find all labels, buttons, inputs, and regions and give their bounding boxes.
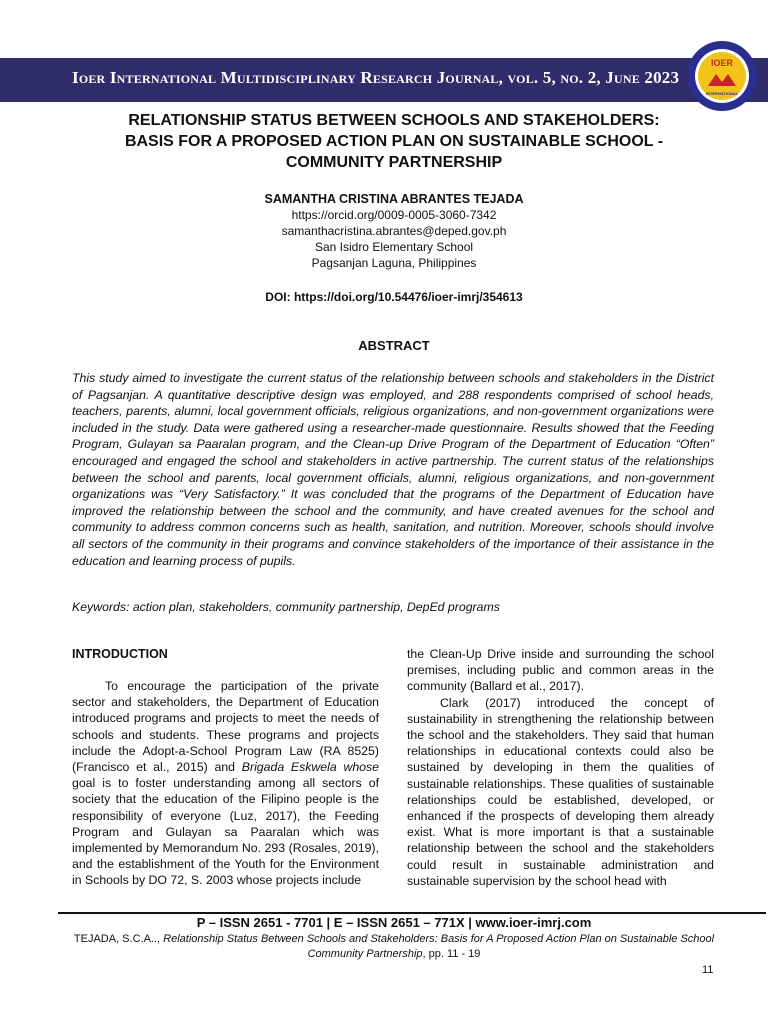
journal-header-bar [0, 58, 768, 102]
author-email[interactable]: samanthacristina.abrantes@deped.gov.ph [281, 224, 507, 238]
page-number: 11 [702, 964, 714, 976]
footer-divider [58, 912, 766, 914]
title-line-2: BASIS FOR A PROPOSED ACTION PLAN ON SUSTAINABLE SCHOOL - [124, 133, 664, 150]
citation-line [60, 932, 728, 962]
citation-pages: , pp. 11 - 19 [422, 948, 481, 960]
author-orcid[interactable]: https://orcid.org/0009-0005-3060-7342 [291, 208, 497, 222]
author-name: SAMANTHA CRISTINA ABRANTES TEJADA [264, 192, 524, 206]
journal-logo-icon [686, 40, 758, 112]
author-block [0, 191, 768, 271]
intro-paragraph-2: the Clean-Up Drive inside and surrounding the school premises, including public and common areas in the community (Ballard et al., 2017). [407, 647, 714, 694]
intro-p1-part-b: goal is to foster understanding among all sectors of society that the education of the Filipino people is the responsibility of everyone (Luz, 2017), the Feeding Program and Gulayan sa Paaralan which was implemented by Memorandum No. 293 (Rosales, 2019), and the establishment of the Youth for the Environment in Schools by DO 72, S. 2003 whose projects include [72, 776, 379, 888]
logo-text-bottom: INTERNATIONAL [705, 91, 739, 96]
title-line-3: COMMUNITY PARTNERSHIP [285, 154, 503, 171]
journal-title: Ioer International Multidisciplinary Research Journal, vol. 5, no. 2, June 2023 [72, 68, 680, 87]
introduction-heading: INTRODUCTION [72, 647, 168, 661]
author-location: Pagsanjan Laguna, Philippines [311, 256, 477, 270]
paper-title [60, 110, 728, 173]
left-column [72, 646, 379, 889]
logo-text-top: IOER [710, 58, 734, 68]
author-school: San Isidro Elementary School [314, 240, 474, 254]
right-column [407, 646, 714, 889]
doi-link[interactable]: DOI: https://doi.org/10.54476/ioer-imrj/354613 [265, 290, 523, 304]
keywords: Keywords: action plan, stakeholders, community partnership, DepEd programs [72, 600, 500, 614]
title-line-1: RELATIONSHIP STATUS BETWEEN SCHOOLS AND STAKEHOLDERS: [128, 112, 660, 129]
abstract-heading: ABSTRACT [358, 338, 430, 353]
citation-author: TEJADA, S.C.A.., [73, 933, 164, 945]
abstract-text: This study aimed to investigate the current status of the relationship between schools and stakeholders in the District of Pagsanjan. A quantitative descriptive design was employed, and 288 respondents comprised of school heads, teachers, parents, alumni, local government officials, religious organizations, and non-government organizations were included in the study. Data were gathered using a researcher-made questionnaire. Results showed that the Feeding Program, Gulayan sa Paaralan program, and the Clean-up Drive Program of the Department of Education “Often” encouraged and engaged the school and stakeholders in active partnership. The current status of the relationships between the school and parents, local government officials, alumni, religious organizations, and non-government organizations was “Very Satisfactory.” It was concluded that the programs of the Department of Education have improved the relationship between the school and the community, and have created avenues for the school and community to address common concerns such as health, sanitation, and nutrition. Moreover, schools should involve all sectors of the community in their programs and convince stakeholders of the importance of their assistance in the education and learning process of pupils. [72, 371, 714, 568]
intro-paragraph-1 [72, 678, 379, 889]
intro-p1-italic: Brigada Eskwela whose [241, 760, 379, 775]
intro-p1-part-a: To encourage the participation of the private sector and stakeholders, the Department of Education introduced programs and projects to meet the needs of schools and students. These programs and projects include the Adopt-a-School Program Law (RA 8525) (Francisco et al., 2015) and [72, 679, 379, 775]
citation-title: Relationship Status Between Schools and Stakeholders: Basis for A Proposed Action Plan on Sustainable School Community Partnership [163, 933, 715, 960]
intro-paragraph-3: Clark (2017) introduced the concept of sustainability in strengthening the relationship between the school and the stakeholders. They said that human relationships in educational contexts could also be sustained by developing in them the qualities of sustainable relationships. These qualities of sustainable relationships could be established, developed, or enhanced if the prospects of developing them already exist. What is more important is that a sustainable relationship between the school and the stakeholders could result in sustainable administration and sustainable supervision by the school head with [407, 695, 714, 888]
issn-line: P – ISSN 2651 - 7701 | E – ISSN 2651 – 771X | www.ioer-imrj.com [196, 915, 592, 930]
